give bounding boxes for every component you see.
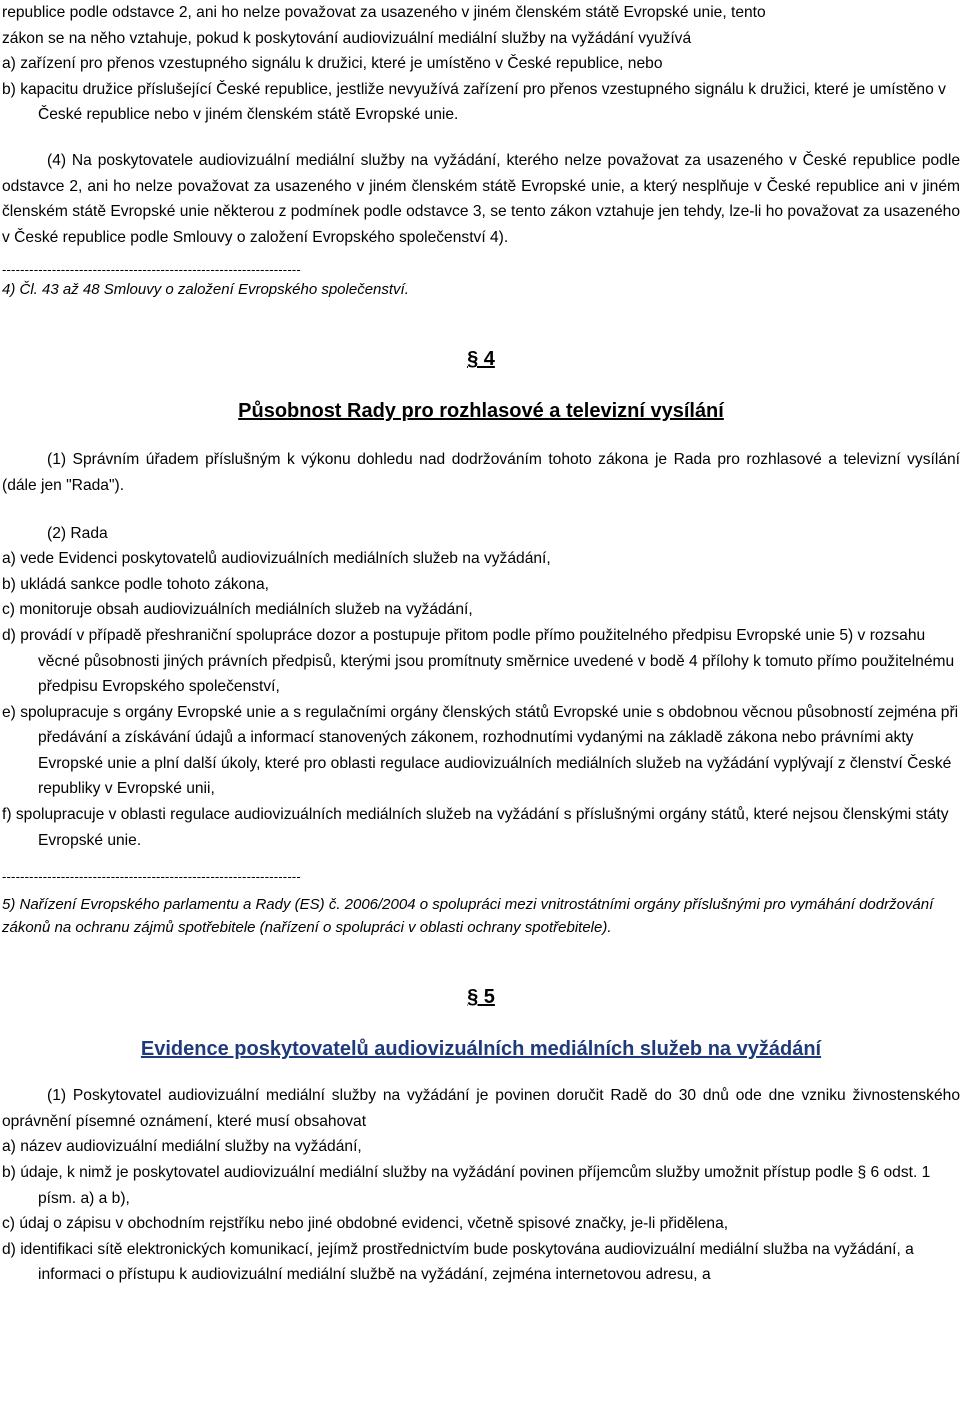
section-4-number (2, 345, 960, 373)
section-5-number (2, 983, 960, 1011)
list-item: c) monitoruje obsah audiovizuálních mediálních služeb na vyžádání, (2, 601, 473, 619)
section-4-title (2, 397, 960, 425)
section-5-paragraph-1: (1) Poskytovatel audiovizuální mediální služby na vyžádání je povinen doručit Radě do 30 dnů ode dne vzniku živnostenského oprávnění písemné oznámení, které musí obsahovat (2, 1087, 960, 1130)
list-item: a) vede Evidenci poskytovatelů audiovizuálních mediálních služeb na vyžádání, (2, 550, 551, 568)
footnote-separator: ------------------------------------------------------------------ (2, 869, 301, 885)
text-line: zákon se na něho vztahuje, pokud k poskytování audiovizuální mediální služby na vyžádání využívá (2, 29, 692, 47)
list-item: a) název audiovizuální mediální služby na vyžádání, (2, 1138, 362, 1156)
section-4-list (2, 546, 960, 853)
list-item: d) provádí v případě přeshraniční spolupráce dozor a postupuje přitom podle přímo použitelného předpisu Evropské unie 5) v rozsahu věcné působnosti jiných právních předpisů, kterými jsou promítnuty směrnice uvedené v bodě 4 přílohy k tomuto přímo použitelnému předpisu Evropského společenství, (2, 626, 955, 696)
section-4-paragraph-2-label: (2) Rada (47, 524, 108, 542)
section-4-paragraph-1: (1) Správním úřadem příslušným k výkonu dohledu nad dodržováním tohoto zákona je Rada pro rozhlasové a televizní vysílání (dále jen "Rada"). (2, 451, 960, 494)
list-item: b) údaje, k nimž je poskytovatel audiovizuální mediální služby na vyžádání povinen příjemcům služby umožnit přístup podle § 6 odst. 1 písm. a) a b), (2, 1164, 931, 1207)
paragraph-4: (4) Na poskytovatele audiovizuální mediální služby na vyžádání, kterého nelze považovat za usazeného v České republice podle odstavce 2, ani ho nelze považovat za usazeného v jiném členském státě Evropské unie, a který nesplňuje v České republice ani v jiném členském státě Evropské unie některou z podmínek podle odstavce 3, se tento zákon vztahuje jen tehdy, lze-li ho považovat za usazeného v České republice podle Smlouvy o založení Evropského společenství 4). (2, 151, 960, 246)
footnote-4: 4) Čl. 43 až 48 Smlouvy o založení Evropského společenství. (2, 281, 409, 299)
text-line: republice podle odstavce 2, ani ho nelze považovat za usazeného v jiném členském státě Evropské unie, tento (2, 4, 766, 21)
section-5-title (2, 1035, 960, 1063)
list-item: a) zařízení pro přenos vzestupného signálu k družici, které je umístěno v České republice, nebo (2, 55, 663, 73)
footnote-separator: ------------------------------------------------------------------ (2, 262, 301, 278)
section-5-list (2, 1134, 960, 1288)
top-continuation (2, 0, 960, 128)
list-item: b) kapacitu družice příslušející České republice, jestliže nevyužívá zařízení pro přenos vzestupného signálu k družici, které je umístěno v České republice nebo v jiném členském státě Evropské unie. (2, 80, 946, 124)
section-title: Působnost Rady pro rozhlasové a televizní vysílání (238, 400, 724, 423)
section-number: § 5 (467, 986, 495, 1009)
section-number: § 4 (467, 348, 495, 371)
section-title: Evidence poskytovatelů audiovizuálních mediálních služeb na vyžádání (140, 1038, 822, 1061)
list-item: c) údaj o zápisu v obchodním rejstříku nebo jiné obdobné evidenci, včetně spisové značky, je-li přidělena, (2, 1215, 729, 1233)
footnote-5: 5) Nařízení Evropského parlamentu a Rady (ES) č. 2006/2004 o spolupráci mezi vnitrostátními orgány příslušnými pro vymáhání dodržování zákonů na ochranu zájmů spotřebitele (nařízení o spolupráci v oblasti ochrany spotřebitele). (2, 896, 934, 937)
list-item: f) spolupracuje v oblasti regulace audiovizuálních mediálních služeb na vyžádání s příslušnými orgány států, které nejsou členskými státy Evropské unie. (2, 806, 949, 849)
list-item: e) spolupracuje s orgány Evropské unie a s regulačními orgány členských států Evropské unie s obdobnou věcnou působností zejména při předávání a získávání údajů a informací stanovených zákonem, rozhodnutími vydanými na základě zákona nebo právními akty Evropské unie a plní další úkoly, které pro oblasti regulace audiovizuálních mediálních služeb na vyžádání vyplývají z členství České republiky v Evropské unii, (2, 703, 959, 798)
list-item: d) identifikaci sítě elektronických komunikací, jejímž prostřednictvím bude poskytována audiovizuální mediální služba na vyžádání, a informaci o přístupu k audiovizuální mediální službě na vyžádání, zejména internetovou adresu, a (2, 1240, 914, 1284)
list-item: b) ukládá sankce podle tohoto zákona, (2, 575, 270, 593)
